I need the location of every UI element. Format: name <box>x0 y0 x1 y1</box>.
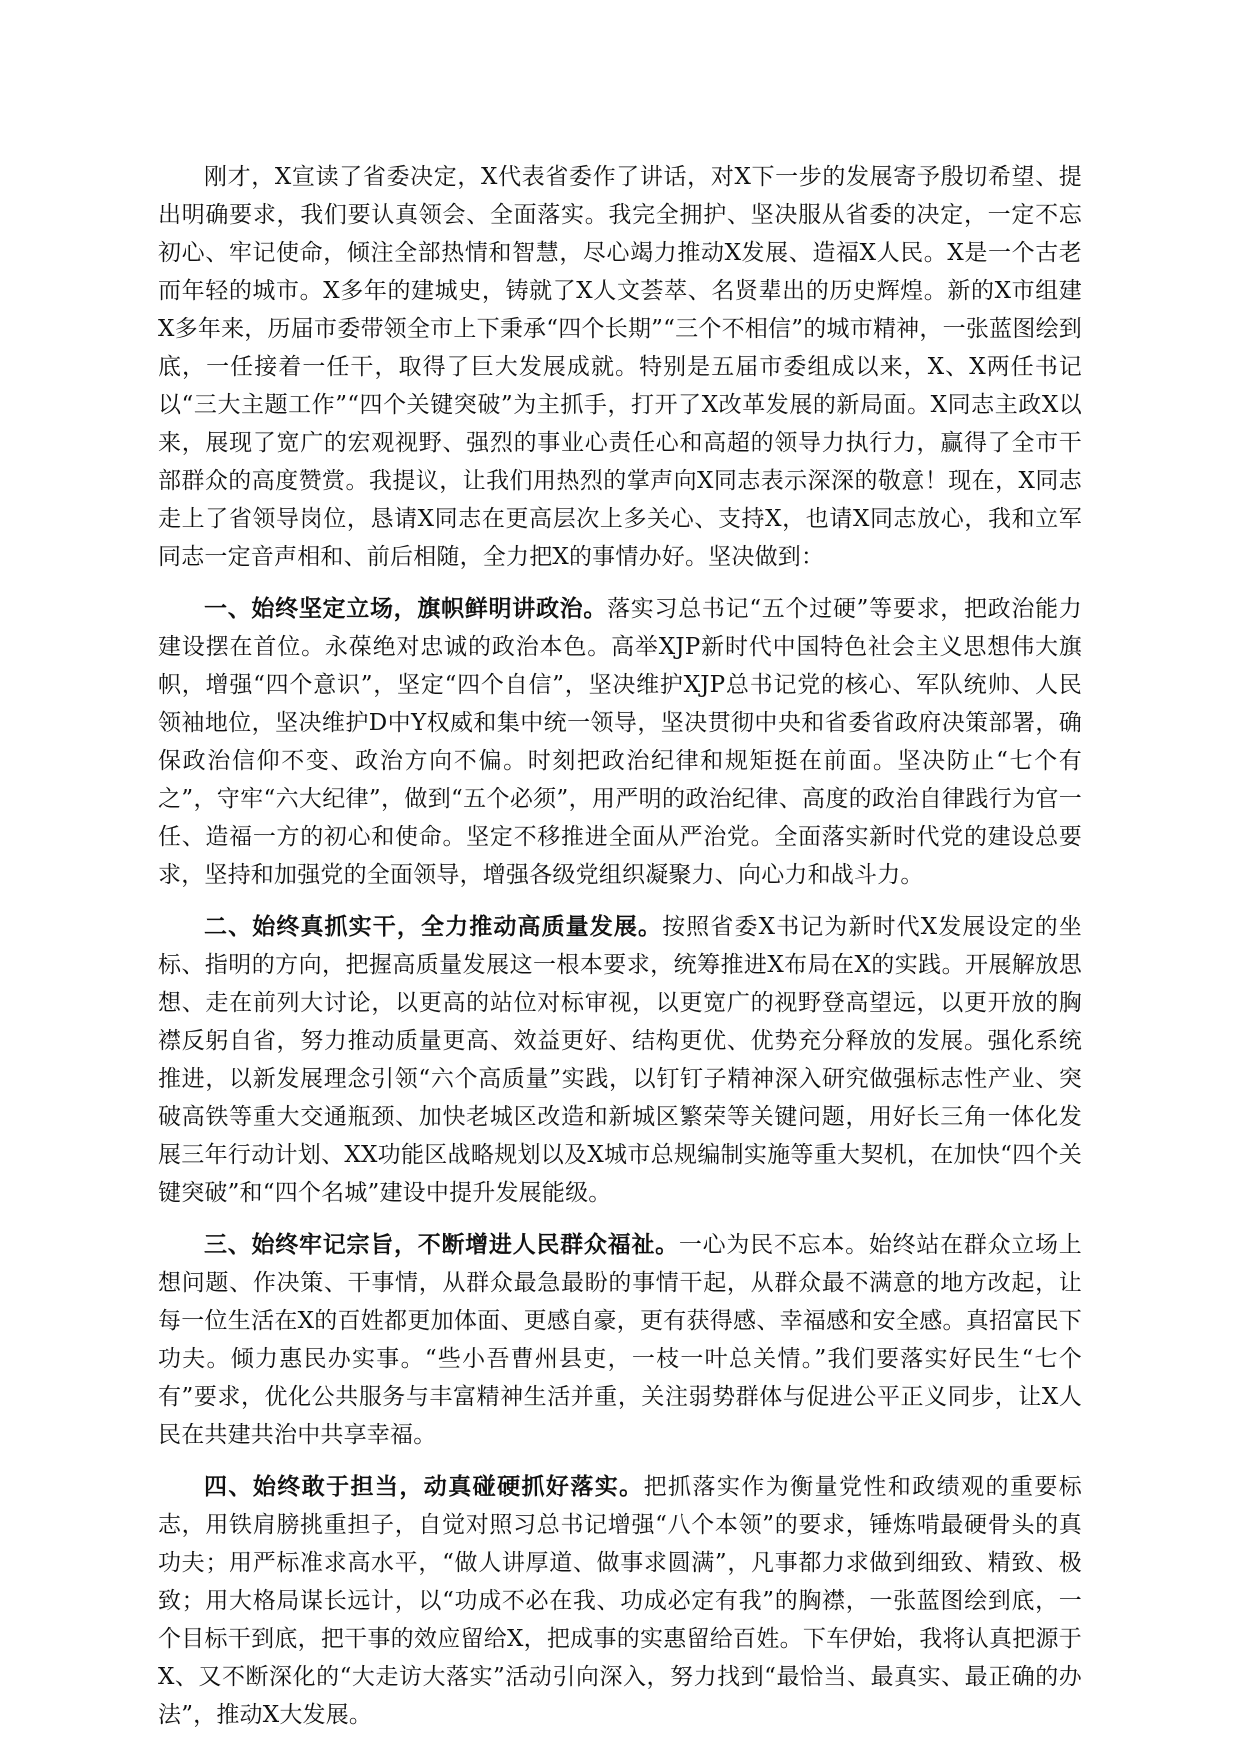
paragraph-heading: 二、始终真抓实干，全力推动高质量发展。 <box>204 913 663 940</box>
paragraph-heading: 一、始终坚定立场，旗帜鲜明讲政治。 <box>204 595 608 622</box>
paragraph-heading: 三、始终牢记宗旨，不断增进人民群众福祉。 <box>204 1231 679 1258</box>
paragraph-body: 把抓落实作为衡量党性和政绩观的重要标志，用铁肩膀挑重担子，自觉对照习总书记增强“八个本领”的要求，锤炼啃最硬骨头的真功夫；用严标准求高水平，“做人讲厚道、做事求圆满”，凡事都力求做到细致、精致、极致；用大格局谋长远计，以“功成不必在我、功成必定有我”的胸襟，一张蓝图绘到底，一个目标干到底，把干事的效应留给X，把成事的实惠留给百姓。下车伊始，我将认真把源于X、又不断深化的“大走访大落实”活动引向深入，努力找到“最恰当、最真实、最正确的办法”，推动X大发展。 <box>158 1474 1082 1728</box>
document-body <box>158 158 1082 1748</box>
paragraph-body: 刚才，X宣读了省委决定，X代表省委作了讲话，对X下一步的发展寄予殷切希望、提出明确要求，我们要认真领会、全面落实。我完全拥护、坚决服从省委的决定，一定不忘初心、牢记使命，倾注全部热情和智慧，尽心竭力推动X发展、造福X人民。X是一个古老而年轻的城市。X多年的建城史，铸就了X人文荟萃、名贤辈出的历史辉煌。新的X市组建X多年来，历届市委带领全市上下秉承“四个长期”“三个不相信”的城市精神，一张蓝图绘到底，一任接着一任干，取得了巨大发展成就。特别是五届市委组成以来，X、X两任书记以“三大主题工作”“四个关键突破”为主抓手，打开了X改革发展的新局面。X同志主政X以来，展现了宽广的宏观视野、强烈的事业心责任心和高超的领导力执行力，赢得了全市干部群众的高度赞赏。我提议，让我们用热烈的掌声向X同志表示深深的敬意！现在，X同志走上了省领导岗位，恳请X同志在更高层次上多关心、支持X，也请X同志放心，我和立军同志一定音声相和、前后相随，全力把X的事情办好。坚决做到： <box>158 164 1082 570</box>
paragraph-body: 一心为民不忘本。始终站在群众立场上想问题、作决策、干事情，从群众最急最盼的事情干起，从群众最不满意的地方改起，让每一位生活在X的百姓都更加体面、更感自豪，更有获得感、幸福感和安全感。真招富民下功夫。倾力惠民办实事。“些小吾曹州县吏，一枝一叶总关情。”我们要落实好民生“七个有”要求，优化公共服务与丰富精神生活并重，关注弱势群体与促进公平正义同步，让X人民在共建共治中共享幸福。 <box>158 1232 1082 1448</box>
section-paragraph-2 <box>158 908 1082 1212</box>
section-paragraph-1 <box>158 590 1082 894</box>
paragraph-heading: 四、始终敢于担当，动真碰硬抓好落实。 <box>204 1473 644 1500</box>
section-paragraph-3 <box>158 1226 1082 1454</box>
section-paragraph-4 <box>158 1468 1082 1734</box>
intro-paragraph <box>158 158 1082 576</box>
paragraph-body: 按照省委X书记为新时代X发展设定的坐标、指明的方向，把握高质量发展这一根本要求，统筹推进X布局在X的实践。开展解放思想、走在前列大讨论，以更高的站位对标审视，以更宽广的视野登高望远，以更开放的胸襟反躬自省，努力推动质量更高、效益更好、结构更优、优势充分释放的发展。强化系统推进，以新发展理念引领“六个高质量”实践，以钉钉子精神深入研究做强标志性产业、突破高铁等重大交通瓶颈、加快老城区改造和新城区繁荣等关键问题，用好长三角一体化发展三年行动计划、XX功能区战略规划以及X城市总规编制实施等重大契机，在加快“四个关键突破”和“四个名城”建设中提升发展能级。 <box>158 914 1082 1206</box>
paragraph-body: 落实习总书记“五个过硬”等要求，把政治能力建设摆在首位。永葆绝对忠诚的政治本色。高举XJP新时代中国特色社会主义思想伟大旗帜，增强“四个意识”，坚定“四个自信”，坚决维护XJP总书记党的核心、军队统帅、人民领袖地位，坚决维护D中Y权威和集中统一领导，坚决贯彻中央和省委省政府决策部署，确保政治信仰不变、政治方向不偏。时刻把政治纪律和规矩挺在前面。坚决防止“七个有之”，守牢“六大纪律”，做到“五个必须”，用严明的政治纪律、高度的政治自律践行为官一任、造福一方的初心和使命。坚定不移推进全面从严治党。全面落实新时代党的建设总要求，坚持和加强党的全面领导，增强各级党组织凝聚力、向心力和战斗力。 <box>158 596 1082 888</box>
